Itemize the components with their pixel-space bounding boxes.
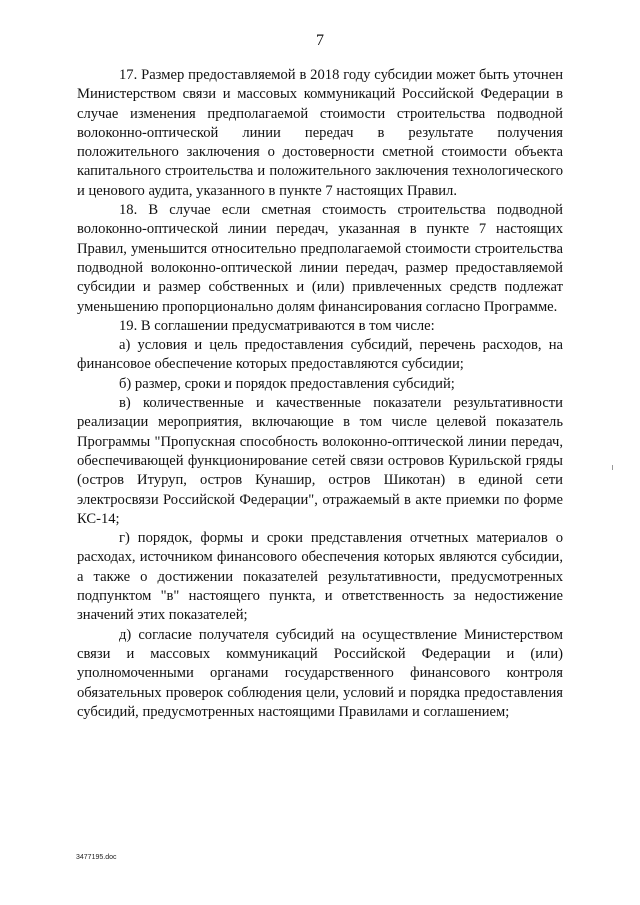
list-item-g: г) порядок, формы и сроки представления отчетных материалов о расходах, источником финансового обеспечения которых являются субсидии, а также о достижении показателей результативности, предусмотренных подпунктом "в" настоящего пункта, и ответственность за недостижение значений этих показателей; (77, 530, 563, 624)
list-item-v: в) количественные и качественные показатели результативности реализации мероприятия, включающие в том числе целевой показатель Программы "Пропускная способность волоконно-оптической линии передач, обеспечивающей функционирование сетей связи островов Курильской гряды (остров Итуруп, остров Кунашир, остров Шикотан) в единой сети электросвязи Российской Федерации", отражаемый в акте приемки по форме КС-14; (77, 395, 563, 527)
paragraph-17: 17. Размер предоставляемой в 2018 году субсидии может быть уточнен Министерством связи и массовых коммуникаций Российской Федерации в случае изменения предполагаемой стоимости строительства подводной волоконно-оптической линии передач в результате получения положительного заключения о достоверности сметной стоимости объекта капитального строительства и положительного заключения технологического и ценового аудита, указанного в пункте 7 настоящих Правил. (77, 67, 563, 199)
list-item-b: б) размер, сроки и порядок предоставления субсидий; (119, 375, 455, 392)
page-number: 7 (316, 32, 324, 49)
document-filename: 3477195.doc (76, 854, 117, 861)
paragraph-19: 19. В соглашении предусматриваются в том числе: (119, 317, 435, 334)
document-body (77, 66, 563, 722)
list-item-a: а) условия и цель предоставления субсидий, перечень расходов, на финансовое обеспечение которых предоставляются субсидии; (77, 337, 563, 373)
scan-artifact (612, 465, 613, 470)
paragraph-18: 18. В случае если сметная стоимость строительства подводной волоконно-оптической линии передач, указанная в пункте 7 настоящих Правил, уменьшится относительно предполагаемой стоимости строительства подводной волоконно-оптической линии передач, размер предоставляемой субсидии и размер собственных и (или) привлеченных средств подлежат уменьшению пропорционально долям финансирования согласно Программе. (77, 202, 563, 315)
list-item-d: д) согласие получателя субсидий на осуществление Министерством связи и массовых коммуникаций Российской Федерации и (или) уполномоченными органами государственного финансового контроля обязательных проверок соблюдения цели, условий и порядка предоставления субсидий, предусмотренных настоящими Правилами и соглашением; (77, 626, 563, 720)
